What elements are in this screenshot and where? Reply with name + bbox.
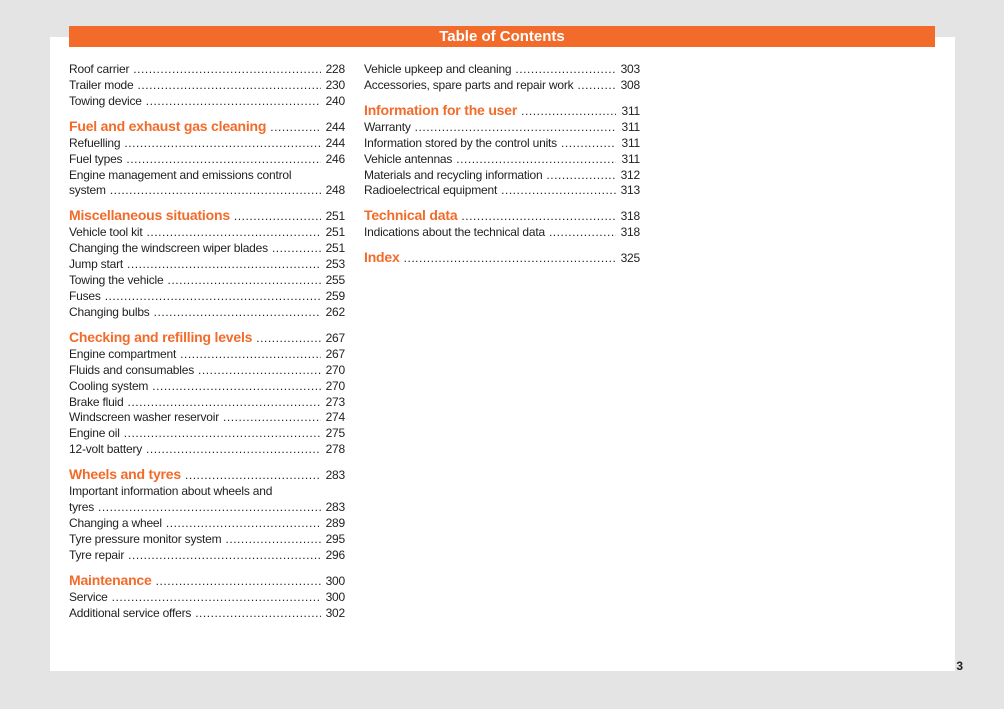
toc-entry-materials-and-recycling-information[interactable]	[364, 168, 640, 184]
dot-leader	[166, 516, 321, 532]
page-reference: 253	[325, 257, 345, 272]
toc-entry-tyre-pressure-monitor-system[interactable]	[69, 532, 345, 548]
entry-label: Cooling system	[69, 378, 149, 393]
dot-leader	[146, 442, 321, 458]
page-reference: 289	[325, 515, 345, 530]
toc-entry-engine-oil[interactable]	[69, 426, 345, 442]
page-reference: 251	[325, 225, 345, 240]
toc-entry-fluids-and-consumables[interactable]	[69, 363, 345, 379]
page-reference: 270	[325, 378, 345, 393]
entry-label: Fluids and consumables	[69, 362, 195, 377]
entry-label: Roof carrier	[69, 62, 130, 76]
page-reference: 312	[620, 167, 640, 182]
entry-label: Refuelling	[69, 135, 121, 150]
dot-leader	[461, 207, 616, 225]
section-heading: Maintenance	[69, 571, 152, 588]
page-reference: 283	[325, 468, 345, 483]
entry-label: Vehicle antennas	[364, 151, 453, 166]
dot-leader	[124, 426, 321, 442]
entry-label: Changing bulbs	[69, 304, 150, 319]
entry-label: Vehicle tool kit	[69, 225, 143, 240]
dot-leader	[404, 249, 616, 267]
entry-label: Tyre repair	[69, 547, 125, 562]
page-reference: 300	[325, 589, 345, 604]
toc-section-checking-and-refilling-levels[interactable]	[69, 328, 345, 347]
toc-entry-trailer-mode[interactable]	[69, 78, 345, 94]
toc-entry-label-line: Important information about wheels and	[69, 484, 273, 499]
toc-entry-changing-the-windscreen-wiper-blades[interactable]	[69, 241, 345, 257]
page-title: Table of Contents	[69, 26, 935, 47]
section-heading: Checking and refilling levels	[69, 328, 253, 345]
entry-label: 12-volt battery	[69, 442, 143, 457]
page-reference: 244	[325, 119, 345, 134]
section-heading: Index	[364, 249, 400, 266]
page-reference: 311	[621, 103, 640, 118]
toc-entry-fuel-types[interactable]	[69, 152, 345, 168]
dot-leader	[112, 590, 321, 606]
entry-label: Trailer mode	[69, 77, 134, 92]
toc-entry-changing-bulbs[interactable]	[69, 305, 345, 321]
toc-left-column	[69, 62, 345, 621]
toc-entry-roof-carrier[interactable]	[69, 62, 345, 78]
toc-entry-radioelectrical-equipment[interactable]	[364, 183, 640, 199]
entry-label: Towing device	[69, 93, 142, 108]
entry-label: Towing the vehicle	[69, 273, 164, 288]
entry-label: Accessories, spare parts and repair work	[364, 77, 574, 92]
dot-leader	[234, 207, 321, 225]
page-reference: 240	[325, 93, 345, 108]
entry-label: system	[69, 183, 106, 198]
page-reference: 255	[325, 273, 345, 288]
dot-leader	[147, 225, 321, 241]
toc-entry-additional-service-offers[interactable]	[69, 606, 345, 622]
dot-leader	[128, 548, 321, 564]
page-reference: 318	[620, 225, 640, 240]
toc-entry-service[interactable]	[69, 590, 345, 606]
page-reference: 295	[325, 531, 345, 546]
entry-label: Vehicle upkeep and cleaning	[364, 62, 512, 76]
entry-label: tyres	[69, 500, 95, 515]
toc-section-wheels-and-tyres[interactable]	[69, 465, 345, 484]
toc-entry-fuses[interactable]	[69, 289, 345, 305]
toc-entry-vehicle-upkeep-and-cleaning[interactable]	[364, 62, 640, 78]
dot-leader	[167, 273, 321, 289]
toc-section-miscellaneous-situations[interactable]	[69, 206, 345, 225]
toc-entry-indications-about-the-technical-data[interactable]	[364, 225, 640, 241]
toc-entry-cooling-system[interactable]	[69, 379, 345, 395]
toc-entry-refuelling[interactable]	[69, 136, 345, 152]
entry-label: Brake fluid	[69, 394, 124, 409]
section-heading: Information for the user	[364, 101, 518, 118]
dot-leader	[98, 500, 321, 516]
page-reference: 283	[325, 500, 345, 515]
toc-entry-engine-compartment[interactable]	[69, 347, 345, 363]
toc-entry-brake-fluid[interactable]	[69, 395, 345, 411]
page-reference: 311	[621, 135, 640, 150]
page-reference: 246	[325, 151, 345, 166]
page-reference: 273	[325, 394, 345, 409]
page-reference: 311	[621, 151, 640, 166]
toc-entry-vehicle-tool-kit[interactable]	[69, 225, 345, 241]
dot-leader	[110, 183, 321, 199]
dot-leader	[546, 168, 616, 184]
entry-label: Jump start	[69, 257, 124, 272]
entry-label: Changing a wheel	[69, 515, 162, 530]
toc-entry-tyre-repair[interactable]	[69, 548, 345, 564]
toc-entry-towing-the-vehicle[interactable]	[69, 273, 345, 289]
dot-leader	[126, 152, 321, 168]
toc-entry-system[interactable]	[69, 183, 345, 199]
dot-leader	[501, 183, 616, 199]
toc-section-technical-data[interactable]	[364, 206, 640, 225]
toc-entry-accessories-spare-parts-and-repair-work[interactable]	[364, 78, 640, 94]
entry-label: Additional service offers	[69, 605, 192, 620]
dot-leader	[180, 347, 321, 363]
dot-leader	[256, 329, 321, 347]
dot-leader	[152, 379, 321, 395]
toc-entry-warranty[interactable]	[364, 120, 640, 136]
dot-leader	[195, 606, 321, 622]
page-reference: 313	[620, 183, 640, 198]
dot-leader	[225, 532, 321, 548]
page-reference: 228	[325, 62, 345, 76]
entry-label: Tyre pressure monitor system	[69, 531, 222, 546]
page-reference: 251	[325, 209, 345, 224]
entry-label: Indications about the technical data	[364, 225, 545, 240]
page-reference: 251	[325, 241, 345, 256]
page-reference: 267	[325, 346, 345, 361]
dot-leader	[156, 572, 321, 590]
dot-leader	[577, 78, 616, 94]
page-reference: 262	[325, 304, 345, 319]
entry-label: Fuses	[69, 288, 101, 303]
page-reference: 325	[620, 251, 640, 266]
page-reference: 230	[325, 77, 345, 92]
toc-entry-tyres[interactable]	[69, 500, 345, 516]
dot-leader	[561, 136, 616, 152]
toc-right-column	[364, 62, 640, 267]
dot-leader	[124, 136, 321, 152]
dot-leader	[223, 410, 321, 426]
toc-entry-changing-a-wheel[interactable]	[69, 516, 345, 532]
entry-label: Materials and recycling information	[364, 167, 543, 182]
entry-label: Information stored by the control units	[364, 135, 557, 150]
dot-leader	[105, 289, 321, 305]
page-reference: 275	[325, 426, 345, 441]
dot-leader	[521, 102, 616, 120]
page-reference: 300	[325, 573, 345, 588]
page-reference: 318	[620, 209, 640, 224]
page-reference: 311	[621, 119, 640, 134]
toc-entry-towing-device[interactable]	[69, 94, 345, 110]
entry-label: Warranty	[364, 119, 411, 134]
dot-leader	[154, 305, 321, 321]
toc-entry-information-stored-by-the-control-units[interactable]	[364, 136, 640, 152]
toc-entry-vehicle-antennas[interactable]	[364, 152, 640, 168]
dot-leader	[549, 225, 616, 241]
entry-label: Service	[69, 589, 108, 604]
dot-leader	[456, 152, 616, 168]
page-reference: 302	[325, 605, 345, 620]
dot-leader	[272, 241, 321, 257]
section-heading: Miscellaneous situations	[69, 207, 230, 224]
dot-leader	[185, 466, 321, 484]
dot-leader	[128, 395, 322, 411]
dot-leader	[133, 62, 321, 78]
page-reference: 259	[325, 288, 345, 303]
dot-leader	[138, 78, 321, 94]
page-reference: 274	[325, 410, 345, 425]
dot-leader	[146, 94, 321, 110]
dot-leader	[127, 257, 321, 273]
page-reference: 244	[325, 135, 345, 150]
entry-label: Windscreen washer reservoir	[69, 410, 219, 425]
toc-entry-jump-start[interactable]	[69, 257, 345, 273]
page-reference: 303	[620, 62, 640, 76]
dot-leader	[270, 118, 321, 136]
dot-leader	[198, 363, 321, 379]
section-heading: Wheels and tyres	[69, 466, 181, 483]
entry-label: Fuel types	[69, 151, 123, 166]
toc-section-index[interactable]	[364, 248, 640, 267]
page-reference: 308	[620, 77, 640, 92]
toc-entry-12-volt-battery[interactable]	[69, 442, 345, 458]
dot-leader	[515, 62, 616, 78]
dot-leader	[415, 120, 616, 136]
page-reference: 278	[325, 442, 345, 457]
toc-section-fuel-and-exhaust-gas-cleaning[interactable]	[69, 117, 345, 136]
toc-section-maintenance[interactable]	[69, 571, 345, 590]
entry-label: Engine oil	[69, 426, 120, 441]
toc-section-information-for-the-user[interactable]	[364, 101, 640, 120]
page-reference: 267	[325, 330, 345, 345]
entry-label: Radioelectrical equipment	[364, 183, 498, 198]
page-reference: 270	[325, 362, 345, 377]
entry-label: Engine compartment	[69, 346, 177, 361]
section-heading: Technical data	[364, 207, 458, 224]
page-reference: 248	[325, 183, 345, 198]
page-reference: 296	[325, 547, 345, 562]
page-number: 3	[956, 659, 963, 673]
entry-label: Changing the windscreen wiper blades	[69, 241, 268, 256]
section-heading: Fuel and exhaust gas cleaning	[69, 117, 267, 134]
toc-entry-windscreen-washer-reservoir[interactable]	[69, 410, 345, 426]
toc-entry-label-line: Engine management and emissions control	[69, 167, 292, 182]
